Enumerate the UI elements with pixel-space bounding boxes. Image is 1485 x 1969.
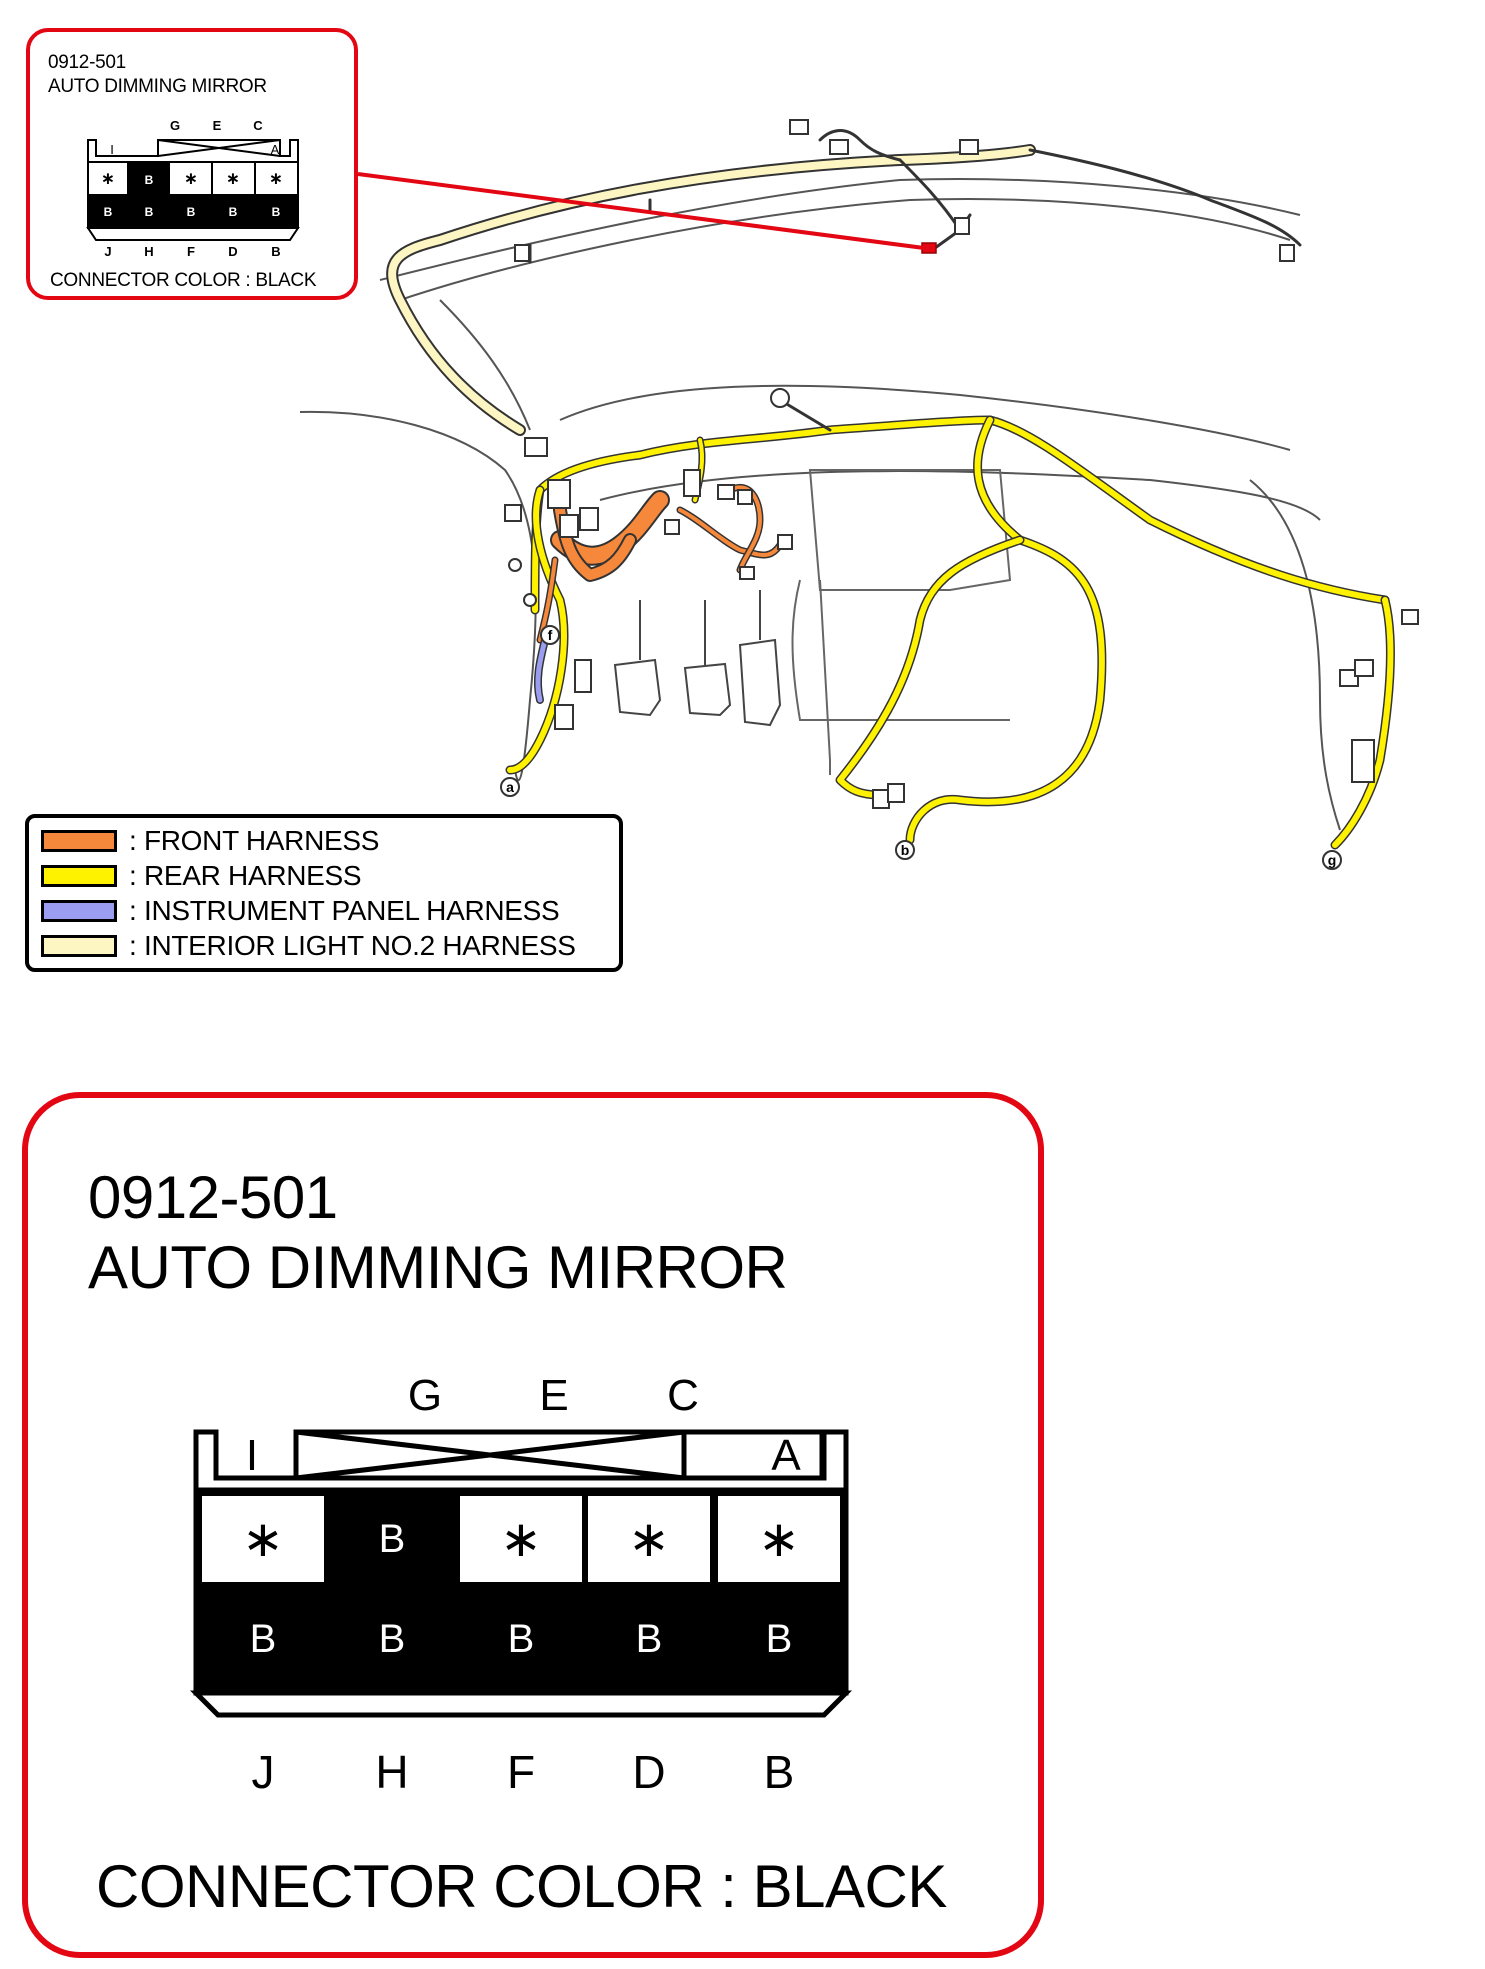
pin-label-large-b: B xyxy=(763,1746,795,1798)
cell-small-top-1: ∗ xyxy=(100,169,116,188)
side-label-large-i: I xyxy=(245,1431,259,1480)
pin-label-large-e: E xyxy=(539,1371,569,1420)
pin-label-large-c: C xyxy=(667,1371,699,1420)
cell-small-top-5: ∗ xyxy=(268,169,284,188)
legend-label-front: : FRONT HARNESS xyxy=(129,825,380,856)
legend-swatch-interior xyxy=(41,935,117,957)
cell-small-bottom-3: B xyxy=(186,205,196,219)
connector-bottom-pin-labels-large xyxy=(188,1738,888,1808)
part-number-large: 0912-501 xyxy=(88,1164,338,1231)
pin-label-large-d: D xyxy=(632,1746,666,1798)
legend-swatch-rear xyxy=(41,865,117,887)
cell-large-top-2: B xyxy=(378,1517,406,1561)
cell-small-top-3: ∗ xyxy=(183,169,199,188)
cell-large-bottom-4: B xyxy=(635,1617,663,1661)
pin-label-large-g: G xyxy=(407,1371,443,1420)
connector-color-small: CONNECTOR COLOR : BLACK xyxy=(50,270,317,291)
connector-face-large xyxy=(188,1360,888,1720)
side-label-small-i: I xyxy=(110,142,114,157)
ground-label-a: a xyxy=(506,779,514,795)
legend-label-interior: : INTERIOR LIGHT NO.2 HARNESS xyxy=(129,930,576,961)
legend-swatch-instrument xyxy=(41,900,117,922)
cell-large-top-4: ∗ xyxy=(628,1511,670,1567)
legend-item-front-harness xyxy=(41,826,379,856)
pin-label-small-c: C xyxy=(253,118,263,133)
cell-small-bottom-4: B xyxy=(228,205,238,219)
ground-label-f: f xyxy=(547,627,553,643)
connector-name-small: AUTO DIMMING MIRROR xyxy=(48,76,267,97)
connector-name-large: AUTO DIMMING MIRROR xyxy=(88,1234,788,1301)
connector-callout-small xyxy=(26,28,358,300)
pin-label-small-d: D xyxy=(228,244,238,258)
cell-large-bottom-3: B xyxy=(507,1617,535,1661)
pin-label-large-h: H xyxy=(375,1746,409,1798)
cell-large-top-3: ∗ xyxy=(500,1511,542,1567)
cell-large-top-5: ∗ xyxy=(758,1511,800,1567)
part-number-small: 0912-501 xyxy=(48,52,126,73)
legend-label-rear: : REAR HARNESS xyxy=(129,860,362,891)
side-label-large-a: A xyxy=(771,1431,801,1480)
cell-small-top-2: B xyxy=(144,173,154,187)
pin-label-small-f: F xyxy=(187,244,195,258)
pin-label-small-b: B xyxy=(271,244,281,258)
cell-large-top-1: ∗ xyxy=(242,1511,284,1567)
cell-large-bottom-2: B xyxy=(378,1617,406,1661)
harness-legend xyxy=(25,814,623,972)
cell-large-bottom-1: B xyxy=(249,1617,277,1661)
legend-swatch-front xyxy=(41,830,117,852)
pin-label-small-h: H xyxy=(144,244,154,258)
legend-item-interior-light-harness xyxy=(41,931,576,961)
connector-face-small xyxy=(80,118,310,258)
legend-label-instrument: : INSTRUMENT PANEL HARNESS xyxy=(129,895,560,926)
side-label-small-a: A xyxy=(270,142,280,157)
cell-small-bottom-1: B xyxy=(103,205,113,219)
cell-small-top-4: ∗ xyxy=(225,169,241,188)
legend-item-rear-harness xyxy=(41,861,361,891)
pin-label-small-j: J xyxy=(104,244,112,258)
connector-color-large: CONNECTOR COLOR : BLACK xyxy=(96,1853,947,1920)
pin-label-small-g: G xyxy=(169,118,181,133)
cell-small-bottom-5: B xyxy=(271,205,281,219)
cell-small-bottom-2: B xyxy=(144,205,154,219)
connector-callout-large xyxy=(22,1092,1044,1958)
pin-label-large-f: F xyxy=(506,1746,536,1798)
cell-large-bottom-5: B xyxy=(765,1617,793,1661)
legend-item-instrument-panel-harness xyxy=(41,896,559,926)
ground-label-b: b xyxy=(900,842,910,858)
ground-label-g: g xyxy=(1327,852,1337,868)
pin-label-large-j: J xyxy=(251,1746,275,1798)
pin-label-small-e: E xyxy=(212,118,222,133)
